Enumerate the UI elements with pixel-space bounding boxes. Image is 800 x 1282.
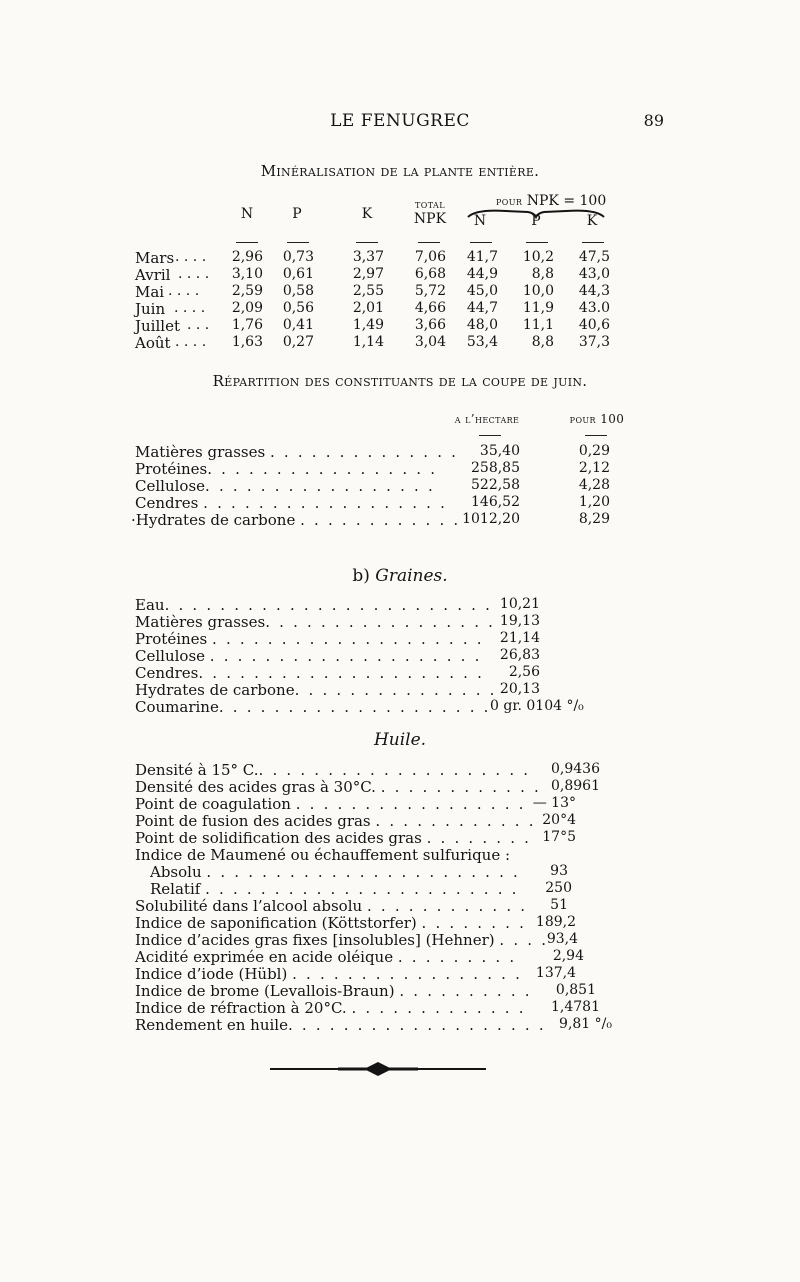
row-leader: . . . . xyxy=(175,249,207,265)
huile-title xyxy=(0,730,800,750)
item-value: 21,14 xyxy=(499,630,540,646)
cell-hectare: 258,85 xyxy=(471,460,520,476)
subcol-header-p: P xyxy=(531,213,541,229)
item-label: Densité des acides gras à 30°C. xyxy=(135,778,376,796)
cell-pour-p: 8,8 xyxy=(531,266,554,282)
page-number: 89 xyxy=(643,111,664,130)
item-leader: . . . . . . . . . . xyxy=(399,982,532,1000)
list-item xyxy=(150,863,520,880)
cell-k: 2,55 xyxy=(352,283,384,299)
item-leader: . . . . . . . . . . . . xyxy=(366,897,528,915)
cell-hectare: 146,52 xyxy=(471,494,520,510)
cell-pour-n: 53,4 xyxy=(466,334,498,350)
cell-k: 2,97 xyxy=(352,266,384,282)
item-value: 17°5 xyxy=(542,829,576,845)
row-month: Mai xyxy=(135,283,165,301)
list-item xyxy=(135,812,536,829)
item-label: Hydrates de carbone xyxy=(135,681,295,699)
list-item xyxy=(135,613,495,630)
mineralisation-title: Minéralisation de la plante entière. xyxy=(260,162,540,180)
item-label: Protéines xyxy=(135,630,208,648)
cell-pour-p: 10,2 xyxy=(522,249,554,265)
item-leader: . . . . . . . . . . . . . . . . . . . . xyxy=(218,698,491,716)
cell-p: 0,73 xyxy=(282,249,314,265)
row-label-text: Cellulose xyxy=(135,477,206,495)
item-leader: . . . . . . . . xyxy=(421,914,527,932)
list-item xyxy=(135,982,532,999)
item-label: Eau xyxy=(135,596,165,614)
header-rule xyxy=(582,242,604,243)
list-item xyxy=(135,681,497,698)
list-item xyxy=(135,1016,546,1033)
item-leader: . . . . . . . . . . . . . . . . . . . . xyxy=(212,630,484,648)
item-label: Cendres xyxy=(135,664,199,682)
cell-pour-p: 11,1 xyxy=(522,317,554,333)
list-item xyxy=(135,795,526,812)
graines-prefix: b) xyxy=(352,566,370,586)
row-leader: . . . . xyxy=(178,266,210,282)
cell-hectare: 1012,20 xyxy=(462,511,520,527)
row-label xyxy=(135,477,435,495)
item-leader: . . . . . . . . . . . . . . . . . . . . . xyxy=(198,664,485,682)
cell-k: 2,01 xyxy=(352,300,384,316)
cell-total: 7,06 xyxy=(414,249,446,265)
cell-n: 2,09 xyxy=(231,300,263,316)
item-value: 20°4 xyxy=(542,812,576,828)
list-item xyxy=(150,880,519,897)
cell-pour-n: 44,9 xyxy=(466,266,498,282)
row-leader: . . . . . . . . . . . . . . xyxy=(269,443,459,461)
cell-pour-k: 44,3 xyxy=(578,283,610,299)
list-item xyxy=(135,948,516,965)
item-label: Indice de brome (Levallois-Braun) xyxy=(135,982,395,1000)
cell-total: 3,66 xyxy=(414,317,446,333)
header-rule xyxy=(479,435,501,436)
item-value: 2,94 xyxy=(552,948,584,964)
cell-pour-p: 8,8 xyxy=(531,334,554,350)
header-rule xyxy=(287,242,309,243)
item-value: 0,851 xyxy=(555,982,596,998)
row-label xyxy=(131,511,460,529)
item-leader: . . . . . . . . . . . . . . . . . . . . xyxy=(209,647,482,665)
item-label: Relatif xyxy=(150,880,201,898)
cell-hectare: 522,58 xyxy=(471,477,520,493)
item-leader: . . . . . . . . . . . . . . . . . . . . . . . xyxy=(206,863,520,881)
subcol-header-k: K xyxy=(586,213,598,229)
item-label: Indice d’acides gras fixes [insolubles] (Hehner) xyxy=(135,931,495,949)
cell-k: 3,37 xyxy=(352,249,384,265)
cell-p: 0,58 xyxy=(282,283,314,299)
header-rule xyxy=(470,242,492,243)
list-item xyxy=(135,664,484,681)
item-leader: . . . . . . . . . . . . . . . . . . . . xyxy=(258,761,531,779)
row-month: Août xyxy=(135,334,171,352)
item-value: 2,56 xyxy=(508,664,540,680)
graines-title-text: Graines. xyxy=(375,566,448,586)
col-header-hectare: a l’hectare xyxy=(454,412,520,426)
cell-p: 0,41 xyxy=(282,317,314,333)
item-leader: . . . . . . . . xyxy=(426,829,532,847)
cell-pour-n: 48,0 xyxy=(466,317,498,333)
cell-pour-k: 47,5 xyxy=(578,249,610,265)
item-value: 250 xyxy=(545,880,572,896)
cell-n: 2,59 xyxy=(231,283,263,299)
cell-p: 0,61 xyxy=(282,266,314,282)
row-leader: . . . . . . . . . . . . . . . . . xyxy=(205,477,435,495)
row-leader: . . . . . . . . . . . . . . . . . xyxy=(207,460,438,478)
row-label-text: ·Hydrates de carbone xyxy=(131,511,296,529)
cell-p: 0,27 xyxy=(282,334,314,350)
col-header-total-npk: NPK xyxy=(413,211,447,227)
item-value: 0 gr. 0104 °/₀ xyxy=(490,698,584,714)
row-label xyxy=(135,460,437,478)
cell-total: 5,72 xyxy=(414,283,446,299)
item-value: 1,4781 xyxy=(551,999,600,1015)
row-label-text: Matières grasses xyxy=(135,443,266,461)
item-leader: . . . . . . . . . . . . . . . . . xyxy=(265,613,496,631)
item-label: Rendement en huile xyxy=(135,1016,288,1034)
subcol-header-n: N xyxy=(473,213,487,229)
cell-total: 6,68 xyxy=(414,266,446,282)
cell-pour-n: 45,0 xyxy=(466,283,498,299)
item-label: Point de coagulation xyxy=(135,795,291,813)
cell-total: 4,66 xyxy=(414,300,446,316)
cell-pour: 2,12 xyxy=(578,460,610,476)
list-item xyxy=(135,761,530,778)
cell-pour-k: 37,3 xyxy=(578,334,610,350)
item-value: — 13° xyxy=(532,795,576,811)
row-label-text: Protéines xyxy=(135,460,208,478)
col-header-pour-formula: NPK = 100 xyxy=(526,193,607,209)
item-value: 0,9436 xyxy=(551,761,600,777)
cell-n: 1,63 xyxy=(231,334,263,350)
item-label: Cellulose xyxy=(135,647,206,665)
item-label: Indice de réfraction à 20°C. xyxy=(135,999,347,1017)
cell-k: 1,49 xyxy=(352,317,384,333)
cell-pour-k: 43,0 xyxy=(578,266,610,282)
row-leader: . . . . . . . . . . . . xyxy=(300,511,461,529)
cell-n: 3,10 xyxy=(231,266,263,282)
item-label: Indice d’iode (Hübl) xyxy=(135,965,288,983)
cell-pour-k: 43.0 xyxy=(578,300,610,316)
item-leader: . . . . . . . . . . . . xyxy=(380,778,541,796)
item-value: 10,21 xyxy=(499,596,540,612)
item-leader: . . . . . . . . . . . . . xyxy=(351,999,526,1017)
item-label: Point de fusion des acides gras xyxy=(135,812,371,830)
row-leader: . . . . xyxy=(168,283,200,299)
row-month: Avril xyxy=(135,266,171,284)
col-header-n: N xyxy=(240,206,254,222)
cell-total: 3,04 xyxy=(414,334,446,350)
list-item xyxy=(135,846,510,863)
list-item xyxy=(135,829,531,846)
row-leader: . . . xyxy=(187,317,210,333)
col-header-k: K xyxy=(361,206,373,222)
cell-pour-p: 10,0 xyxy=(522,283,554,299)
col-header-p: P xyxy=(292,206,302,222)
list-item xyxy=(135,914,526,931)
cell-pour: 0,29 xyxy=(578,443,610,459)
item-leader: . . . . . . . . . xyxy=(397,948,517,966)
item-leader: . . . . . . . . . . . . . . . . . . . xyxy=(287,1016,546,1034)
header-rule xyxy=(418,242,440,243)
item-value: 0,8961 xyxy=(551,778,600,794)
item-leader: . . . . . . . . . . . . . . . . . . . . . . . . xyxy=(164,596,493,614)
row-leader: . . . . xyxy=(174,300,206,316)
list-item xyxy=(135,999,526,1016)
header-rule xyxy=(356,242,378,243)
item-label: Solubilité dans l’alcool absolu xyxy=(135,897,363,915)
cell-hectare: 35,40 xyxy=(479,443,520,459)
row-label xyxy=(135,443,458,461)
col-header-total: total xyxy=(415,198,445,211)
item-label: Indice de saponification (Köttstorfer) xyxy=(135,914,417,932)
list-item xyxy=(135,778,541,795)
item-leader: . . . . . . . . . . . . . . . . . xyxy=(295,795,526,813)
cell-pour-n: 41,7 xyxy=(466,249,498,265)
list-item xyxy=(135,647,482,664)
row-leader: . . . . . . . . . . . . . . . . . . xyxy=(203,494,448,512)
item-label: Matières grasses xyxy=(135,613,266,631)
list-item xyxy=(135,630,484,647)
item-leader: . . . . . . . . . . . . . . . . . xyxy=(292,965,523,983)
item-value: 19,13 xyxy=(499,613,540,629)
cell-pour: 8,29 xyxy=(578,511,610,527)
cell-p: 0,56 xyxy=(282,300,314,316)
cell-pour: 4,28 xyxy=(578,477,610,493)
item-label: Densité à 15° C. xyxy=(135,761,259,779)
running-title: LE FENUGREC xyxy=(330,111,470,131)
list-item xyxy=(135,931,548,948)
cell-pour-p: 11,9 xyxy=(522,300,554,316)
huile-title-text: Huile. xyxy=(373,730,427,750)
item-value: 189,2 xyxy=(535,914,576,930)
item-value: 93 xyxy=(550,863,568,879)
item-value: 93,4 xyxy=(546,931,578,947)
item-value: 9,81 °/₀ xyxy=(559,1016,612,1032)
item-label: Indice de Maumené ou échauffement sulfurique : xyxy=(135,846,511,864)
list-item xyxy=(135,698,491,715)
item-value: 26,83 xyxy=(499,647,540,663)
header-rule xyxy=(526,242,548,243)
row-leader: . . . . xyxy=(175,334,207,350)
row-label xyxy=(135,494,447,512)
row-month: Mars xyxy=(135,249,175,267)
cell-n: 1,76 xyxy=(231,317,263,333)
graines-title xyxy=(0,566,800,586)
col-header-pour-prefix: pour xyxy=(496,195,523,208)
repartition-title: Répartition des constituants de la coupe de juin. xyxy=(212,372,588,390)
item-label: Absolu xyxy=(150,863,202,881)
row-label-text: Cendres xyxy=(135,494,199,512)
list-item xyxy=(135,965,522,982)
item-leader: . . . . xyxy=(499,931,549,949)
row-month: Juillet xyxy=(135,317,180,335)
ornament-divider-icon xyxy=(268,1059,488,1079)
cell-pour-k: 40,6 xyxy=(578,317,610,333)
item-label: Point de solidification des acides gras xyxy=(135,829,422,847)
list-item xyxy=(135,897,527,914)
item-value: 51 xyxy=(550,897,568,913)
list-item xyxy=(135,596,492,613)
item-leader: . . . . . . . . . . . . . . . . . . . . . . . xyxy=(205,880,519,898)
item-label: Acidité exprimée en acide oléique xyxy=(135,948,394,966)
cell-k: 1,14 xyxy=(352,334,384,350)
item-value: 137,4 xyxy=(535,965,576,981)
item-leader: . . . . . . . . . . . . . . . xyxy=(294,681,497,699)
item-label: Coumarine xyxy=(135,698,219,716)
cell-pour-n: 44,7 xyxy=(466,300,498,316)
item-value: 20,13 xyxy=(499,681,540,697)
header-rule xyxy=(585,435,607,436)
cell-n: 2,96 xyxy=(231,249,263,265)
col-header-pour100: pour 100 xyxy=(569,412,625,426)
row-month: Juin xyxy=(135,300,166,318)
cell-pour: 1,20 xyxy=(578,494,610,510)
item-leader: . . . . . . . . . . . . xyxy=(375,812,536,830)
header-rule xyxy=(236,242,258,243)
